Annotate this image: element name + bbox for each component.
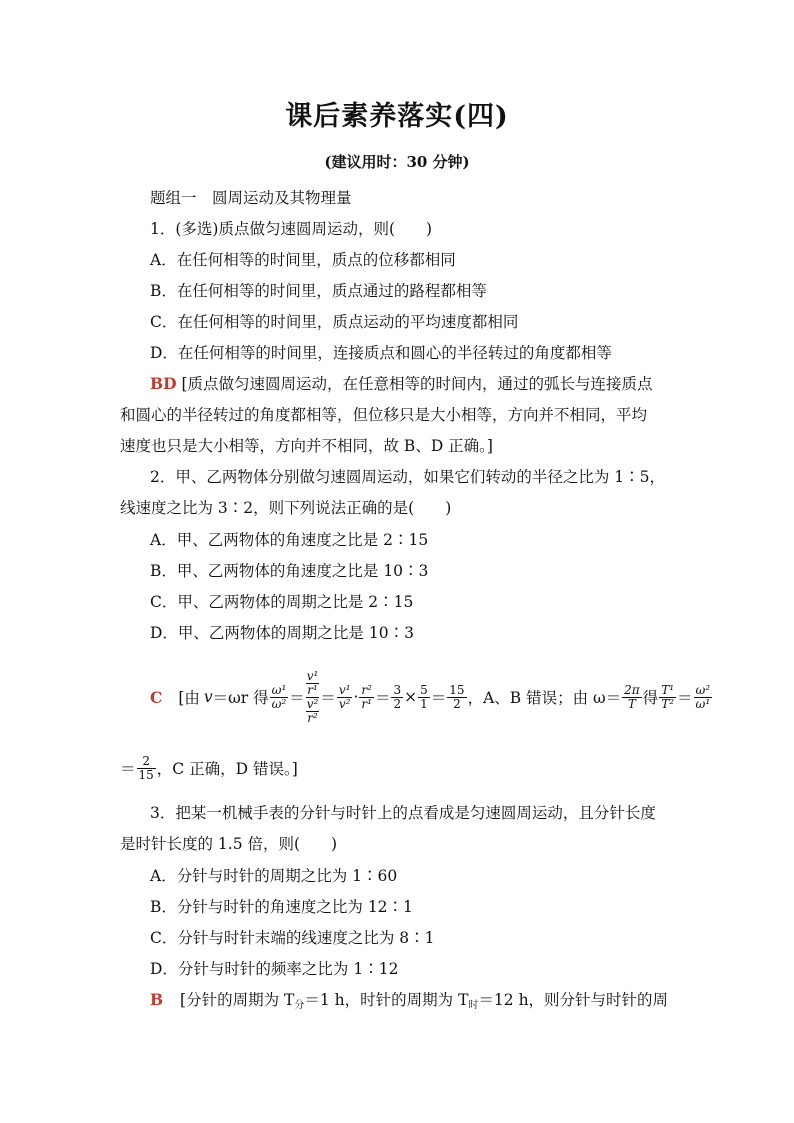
q1-explanation-line-1 (150, 372, 653, 394)
q2-answer: C (150, 687, 163, 707)
formula-nested-fraction: v¹ r¹ v² r² (306, 668, 319, 725)
q1-option-a: A．在任何相等的时间里，质点的位移都相同 (150, 251, 456, 269)
q3-stem-1: 3．把某一机械手表的分针与时针上的点看成是匀速圆周运动，且分针长度 (150, 804, 656, 822)
q3-explanation: B [分针的周期为 $T_分=1$ h，时针的周期为 $T_时=12$ h，则分针与时针的周 (150, 990, 669, 1011)
page-title: 课后素养落实(四) (285, 101, 509, 132)
q1-answer: BD (150, 374, 177, 393)
q2-stem-2: 线速度之比为 3∶2，则下列说法正确的是( ) (120, 499, 452, 517)
q1-option-d: D．在任何相等的时间里，连接质点和圆心的半径转过的角度都相等 (150, 344, 612, 362)
q1-exp-3: 速度也只是大小相等，方向并不相同，故 B、D 正确。] (120, 437, 493, 455)
q3-option-d: D．分针与时针的频率之比为 1∶12 (150, 960, 399, 978)
q2-option-d: D．甲、乙两物体的周期之比是 10∶3 (150, 624, 414, 642)
q3-option-c: C．分针与时针末端的线速度之比为 8∶1 (150, 929, 435, 947)
formula-omega-ratio: $\frac{\text{ω¹}}{\text{ω²}}$ (271, 682, 287, 711)
q1-option-b: B．在任何相等的时间里，质点通过的路程都相等 (150, 282, 487, 300)
q1-stem: 1．(多选)质点做匀速圆周运动，则( ) (150, 220, 433, 238)
section-heading: 题组一 圆周运动及其物理量 (150, 189, 352, 207)
q1-option-c: C．在任何相等的时间里，质点运动的平均速度都相同 (150, 313, 519, 331)
q3-stem-2: 是时针长度的 1.5 倍，则( ) (120, 835, 338, 853)
time-suggestion: (建议用时：30 分钟) (324, 153, 470, 171)
q2-explanation-end: ＝ $\frac{2}{15}$ ，C 正确，D 错误。] (120, 753, 298, 782)
q1-exp-1: [质点做匀速圆周运动，在任意相等的时间内，通过的弧长与连接质点 (181, 375, 653, 393)
q2-stem-1: 2．甲、乙两物体分别做匀速圆周运动，如果它们转动的半径之比为 1∶5， (150, 468, 666, 486)
q2-option-b: B．甲、乙两物体的角速度之比是 10∶3 (150, 562, 429, 580)
q2-option-a: A．甲、乙两物体的角速度之比是 2∶15 (150, 531, 429, 549)
q1-exp-2: 和圆心的半径转过的角度都相等，但位移只是大小相等，方向并不相同，平均 (120, 406, 648, 424)
q2-explanation-formula: C [由 v ＝ωr 得 $\frac{\text{ω¹}}{\text{ω²}}$ ＝ v¹ r¹ v² r² ＝ $\frac{\text{v¹}}{\text{v²}}$ · $\frac{\text{r²}}{\text{r¹}}$ ＝ $\frac{3}{2}$ × $\frac{5}{1}$ ＝ $\frac{15}{2}$ ，A、B 错误；由 ω＝ $\frac{2\pi}{T}$ 得 $\frac{\text{T¹}}{\text{T²}}$ ＝ $\frac{\text{ω²}}{\text{ω¹}}$ (150, 668, 711, 725)
q3-option-b: B．分针与时针的角速度之比为 12∶1 (150, 898, 413, 916)
q3-option-a: A．分针与时针的周期之比为 1∶60 (150, 867, 398, 885)
q2-option-c: C．甲、乙两物体的周期之比是 2∶15 (150, 593, 414, 611)
q3-answer: B (150, 990, 164, 1009)
